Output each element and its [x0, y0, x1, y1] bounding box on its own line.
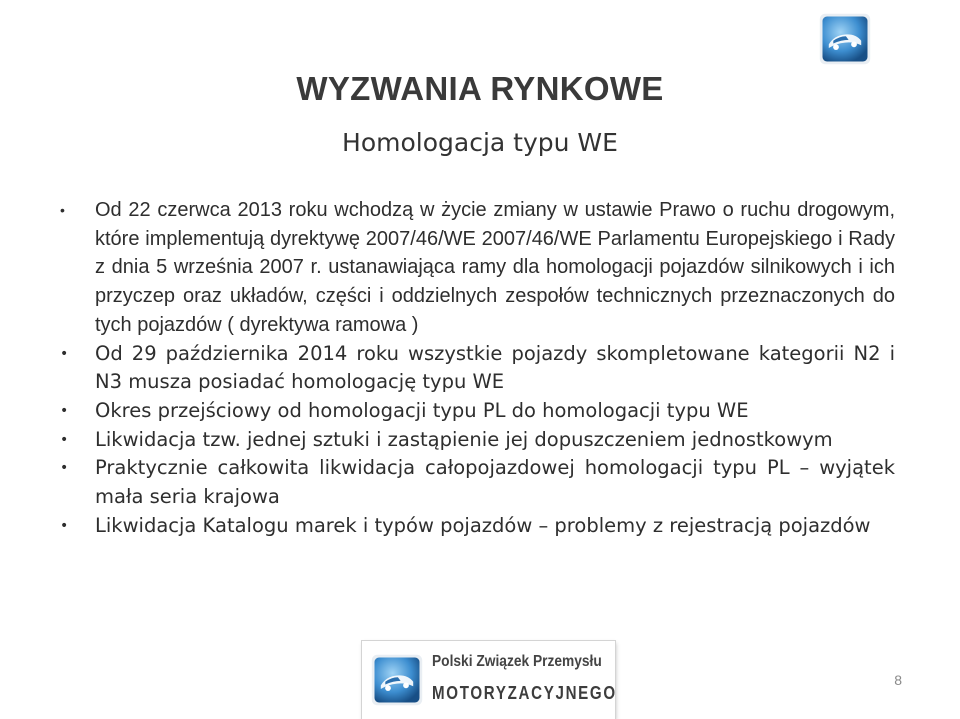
list-item: [60, 512, 895, 541]
list-item: [60, 397, 895, 426]
list-item: [60, 426, 895, 455]
list-item-text: Od 22 czerwca 2013 roku wchodzą w życie zmiany w ustawie Prawo o ruchu drogowym, które implementują dyrektywę 2007/46/WE 2007/46/WE Parlamentu Europejskiego i Rady z dnia 5 września 2007 r. ustanawiająca ramy dla homologacji pojazdów silnikowych i ich przyczep oraz układów, części i oddzielnych zespołów technicznych przeznaczonych do tych pojazdów ( dyrektywa ramowa ): [95, 199, 895, 336]
list-item: [60, 454, 895, 511]
page-subtitle: Homologacja typu WE: [342, 128, 618, 157]
car-emblem-icon: [818, 12, 872, 66]
car-emblem-icon: [370, 653, 424, 707]
list-item-text: Likwidacja tzw. jednej sztuki i zastąpienie jej dopuszczeniem jednostkowym: [95, 427, 833, 451]
bullet-list: [60, 196, 895, 540]
bullet-icon: •: [60, 402, 69, 419]
page-number: 8: [894, 672, 902, 688]
list-item: [60, 196, 895, 340]
list-item-text: Praktycznie całkowita likwidacja całopojazdowej homologacji typu PL – wyjątek mała seria krajowa: [95, 456, 895, 509]
organization-name-line2: MOTORYZACYJNEGO: [432, 683, 617, 703]
list-item-text: Okres przejściowy od homologacji typu PL do homologacji typu WE: [95, 398, 749, 422]
list-item-text: Od 29 października 2014 roku wszystkie pojazdy skompletowane kategorii N2 i N3 musza posiadać homologację typu WE: [95, 341, 895, 394]
organization-name-line1: Polski Związek Przemysłu: [432, 653, 602, 670]
bullet-icon: •: [60, 517, 69, 534]
page-title: WYZWANIA RYNKOWE: [296, 70, 664, 107]
list-item-text: Likwidacja Katalogu marek i typów pojazdów – problemy z rejestracją pojazdów: [95, 513, 871, 537]
list-item: [60, 340, 895, 397]
bullet-icon: •: [60, 460, 69, 477]
bullet-icon: •: [60, 202, 65, 218]
bullet-icon: •: [60, 431, 69, 448]
organization-logo: [362, 641, 615, 719]
bullet-icon: •: [60, 345, 69, 362]
